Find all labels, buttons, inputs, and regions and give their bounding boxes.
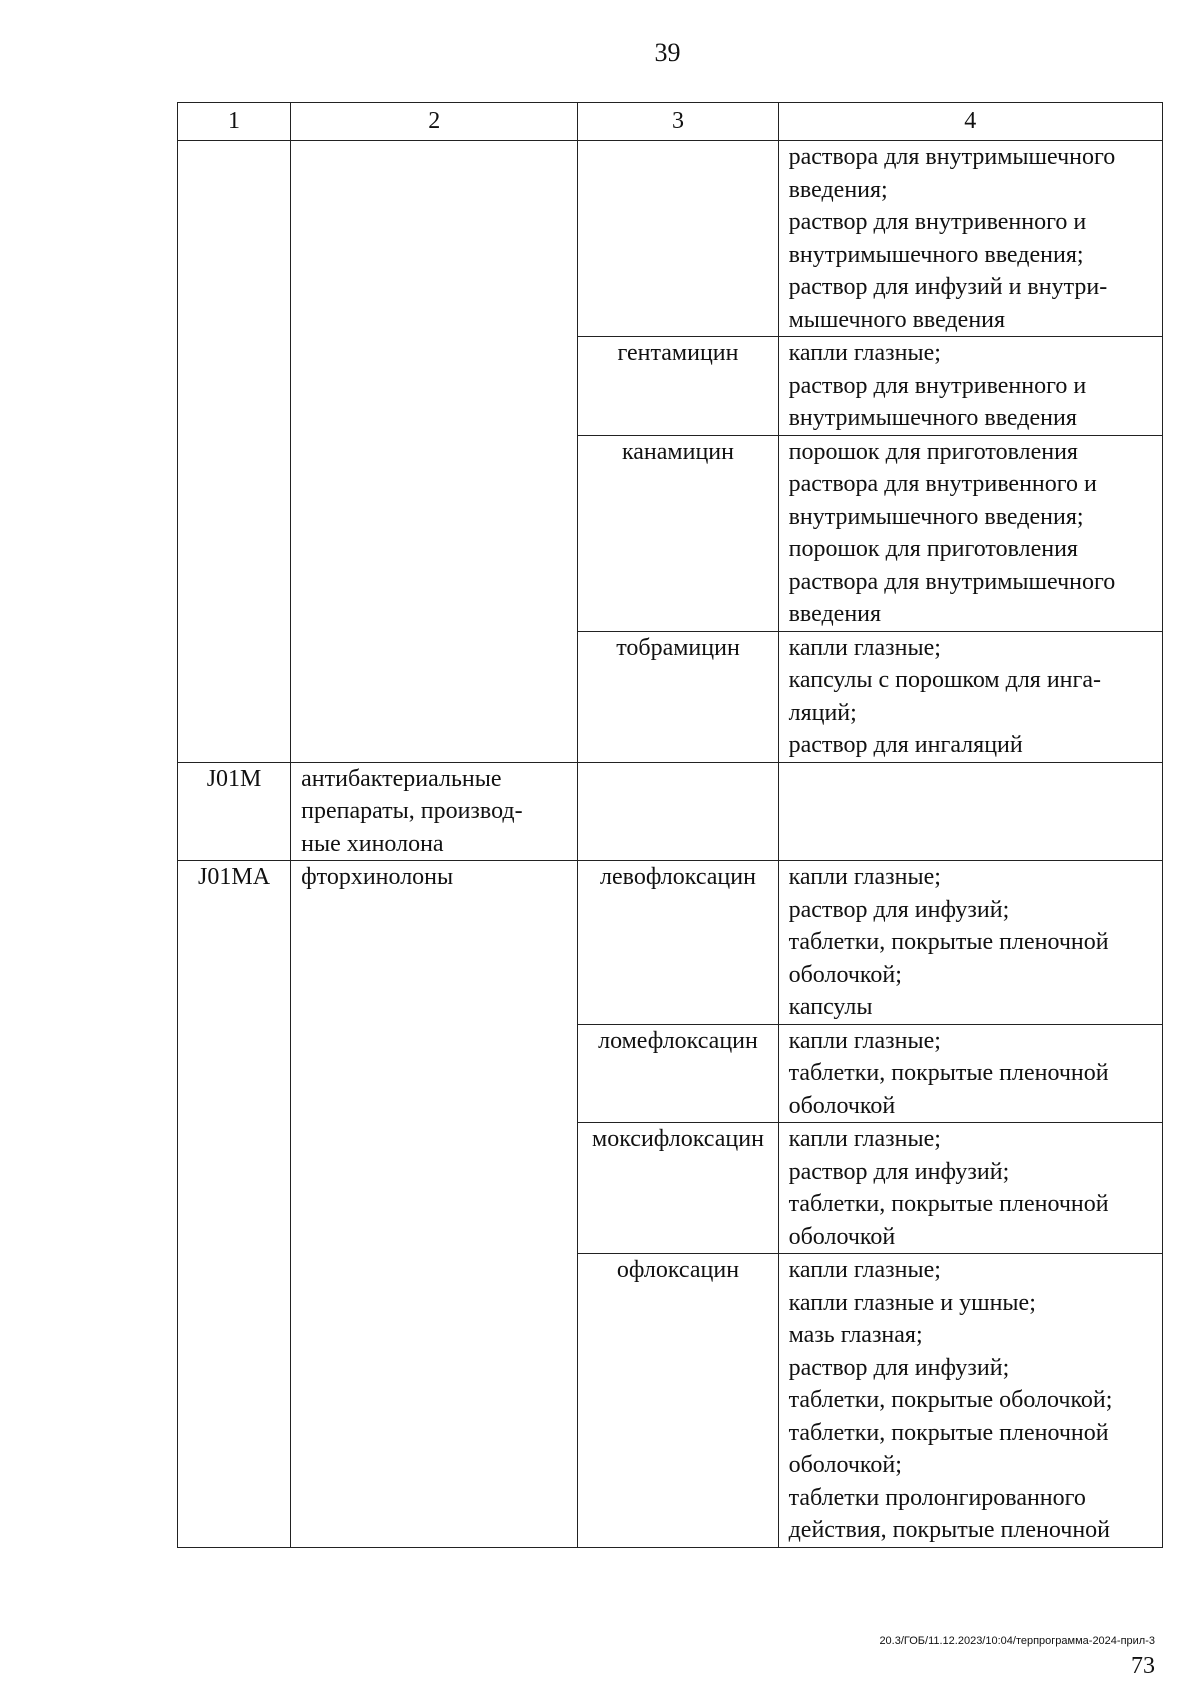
dosage-form-line: раствор для внутривенного и — [788, 372, 1087, 399]
dosage-forms-cell — [778, 762, 1162, 861]
dosage-form-line: капли глазные; — [788, 864, 941, 890]
dosage-form-line: таблетки, покрытые пленочной — [788, 929, 1109, 955]
column-header: 1 — [178, 103, 291, 141]
dosage-form-line: порошок для приготовления — [788, 438, 1078, 465]
dosage-form-line: раствор для инфузий; — [788, 1354, 1010, 1381]
dosage-forms-cell — [778, 1254, 1162, 1548]
dosage-form-line: капсулы — [788, 994, 873, 1020]
dosage-form-line: таблетки пролонгированного — [788, 1484, 1086, 1511]
dosage-form-line: раствор для внутривенного и — [788, 209, 1087, 235]
dosage-form-line: ляций; — [788, 699, 857, 726]
dosage-form-line: введения — [788, 601, 882, 627]
dosage-form-line: капли глазные; — [788, 340, 941, 366]
group-name-line: фторхинолоны — [301, 864, 454, 890]
dosage-forms-cell — [778, 1024, 1162, 1123]
drug-name-cell: тобрамицин — [578, 631, 778, 762]
dosage-form-line: введения; — [788, 176, 888, 203]
dosage-forms-cell — [778, 337, 1162, 436]
drug-name-cell — [578, 141, 778, 337]
atc-code-cell — [178, 141, 291, 763]
dosage-form-line: оболочкой — [788, 1223, 896, 1250]
dosage-form-line: оболочкой; — [788, 961, 902, 988]
dosage-form-line: таблетки, покрытые пленочной — [788, 1419, 1109, 1446]
table-row — [178, 141, 1163, 337]
dosage-form-line: капли глазные; — [788, 1027, 941, 1054]
dosage-forms-cell — [778, 631, 1162, 762]
dosage-form-line: порошок для приготовления — [788, 536, 1078, 562]
group-name-cell — [291, 141, 578, 763]
drug-table — [177, 102, 1163, 1548]
table-row — [178, 762, 1163, 861]
drug-name-cell: офлоксацин — [578, 1254, 778, 1548]
dosage-form-line: мышечного введения — [788, 306, 1006, 333]
drug-name-cell: ломефлоксацин — [578, 1024, 778, 1123]
table-header-row — [178, 103, 1163, 141]
page-number: 39 — [654, 38, 681, 67]
dosage-form-line: капли глазные; — [788, 1126, 941, 1152]
dosage-form-line: внутримышечного введения; — [788, 241, 1084, 268]
drug-name-cell — [578, 762, 778, 861]
group-name-line: препараты, производ- — [301, 798, 523, 824]
group-name-line: антибактериальные — [301, 765, 502, 792]
drug-name-cell: левофлоксацин — [578, 861, 778, 1025]
document-reference: 20.3/ГОБ/11.12.2023/10:04/терпрограмма-2024-прил-3 — [879, 1635, 1155, 1647]
dosage-forms-cell — [778, 141, 1162, 337]
group-name-cell — [291, 762, 578, 861]
dosage-form-line: капли глазные; — [788, 634, 941, 661]
dosage-form-line: оболочкой — [788, 1092, 896, 1119]
dosage-form-line: раствора для внутримышечного — [788, 144, 1116, 170]
dosage-form-line: таблетки, покрытые пленочной — [788, 1060, 1109, 1086]
table-body — [178, 141, 1163, 1548]
column-header: 4 — [778, 103, 1162, 141]
footer-page-number: 73 — [1131, 1653, 1155, 1679]
dosage-forms-cell — [778, 1123, 1162, 1254]
dosage-form-line: таблетки, покрытые пленочной — [788, 1191, 1109, 1217]
group-name-cell — [291, 861, 578, 1548]
dosage-form-line: капсулы с порошком для инга- — [788, 667, 1102, 693]
dosage-forms-cell — [778, 435, 1162, 631]
dosage-form-line: капли глазные и ушные; — [788, 1289, 1036, 1316]
dosage-forms-cell — [778, 861, 1162, 1025]
dosage-form-line: мазь глазная; — [788, 1322, 923, 1348]
drug-name-cell: гентамицин — [578, 337, 778, 436]
atc-code-cell: J01M — [178, 762, 291, 861]
dosage-form-line: капли глазные; — [788, 1257, 941, 1283]
column-header: 2 — [291, 103, 578, 141]
dosage-form-line: раствора для внутримышечного — [788, 568, 1116, 595]
dosage-form-line: раствор для инфузий и внутри- — [788, 274, 1108, 300]
atc-code-cell: J01MA — [178, 861, 291, 1548]
dosage-form-line: раствор для инфузий; — [788, 896, 1010, 923]
dosage-form-line: раствор для инфузий; — [788, 1158, 1010, 1185]
table-row — [178, 861, 1163, 1025]
column-header: 3 — [578, 103, 778, 141]
dosage-form-line: раствор для ингаляций — [788, 732, 1023, 758]
dosage-form-line: действия, покрытые пленочной — [788, 1517, 1111, 1543]
drug-name-cell: канамицин — [578, 435, 778, 631]
drug-name-cell: моксифлоксацин — [578, 1123, 778, 1254]
dosage-form-line: таблетки, покрытые оболочкой; — [788, 1387, 1113, 1413]
dosage-form-line: оболочкой; — [788, 1452, 902, 1478]
dosage-form-line: внутримышечного введения — [788, 405, 1077, 431]
dosage-form-line: внутримышечного введения; — [788, 503, 1084, 530]
group-name-line: ные хинолона — [301, 830, 444, 857]
dosage-form-line: раствора для внутривенного и — [788, 471, 1097, 497]
